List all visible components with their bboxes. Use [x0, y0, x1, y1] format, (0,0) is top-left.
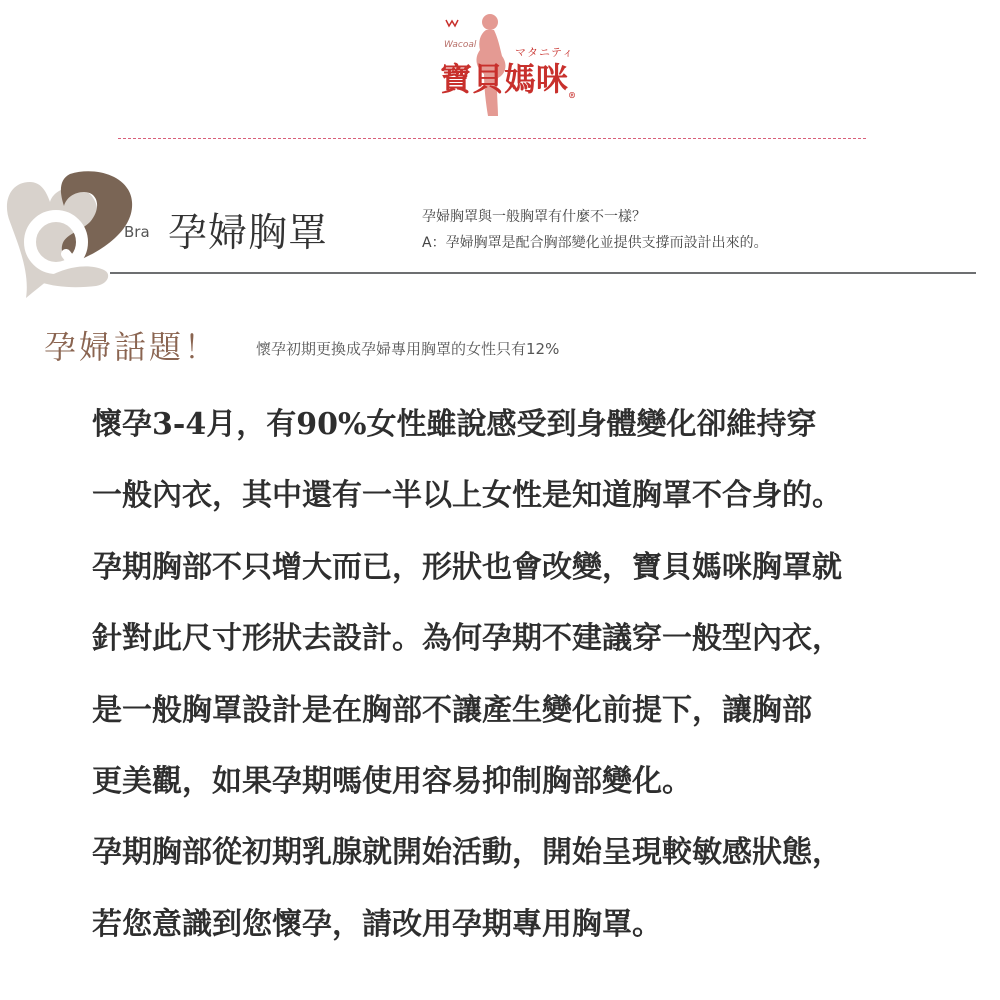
body-line: 孕期胸部不只增大而已，形狀也會改變，寶貝媽咪胸罩就 — [92, 549, 842, 585]
body-line: 懷孕3-4月，有90%女性雖說感受到身體變化卻維持穿 — [92, 407, 817, 442]
maternity-kana-label: マタニティ — [515, 46, 575, 59]
dashed-divider — [118, 138, 866, 139]
answer-text: A：孕婦胸罩是配合胸部變化並提供支撐而設計出來的。 — [422, 235, 768, 251]
brand-name-text: 寶貝媽咪 — [440, 60, 569, 98]
body-line: 是一般胸罩設計是在胸部不讓產生變化前提下，讓胸部 — [92, 692, 812, 728]
registered-mark: ® — [568, 90, 577, 100]
body-line: 若您意識到您懷孕，請改用孕期專用胸罩。 — [92, 906, 662, 942]
body-paragraph — [92, 400, 972, 971]
question-text: 孕婦胸罩與一般胸罩有什麼不一樣？ — [422, 209, 646, 225]
body-line: 更美觀，如果孕期嗎使用容易抑制胸部變化。 — [92, 763, 692, 799]
section-rule — [110, 272, 976, 274]
q-heart-emblem-icon — [0, 162, 140, 306]
body-line: 孕期胸部從初期乳腺就開始活動，開始呈現較敏感狀態， — [92, 835, 842, 871]
wacoal-label: Wacoal — [444, 40, 477, 50]
brand-logo — [440, 8, 580, 120]
bra-label: Bra — [124, 223, 150, 241]
section-title: 孕婦胸罩 — [168, 211, 329, 256]
brand-name — [440, 54, 576, 100]
topic-note: 懷孕初期更換成孕婦專用胸罩的女性只有12% — [256, 340, 560, 358]
topic-label: 孕婦話題！ — [44, 328, 220, 366]
body-line: 針對此尺寸形狀去設計。為何孕期不建議穿一般型內衣， — [92, 621, 842, 657]
body-line: 一般內衣，其中還有一半以上女性是知道胸罩不合身的。 — [92, 478, 842, 514]
